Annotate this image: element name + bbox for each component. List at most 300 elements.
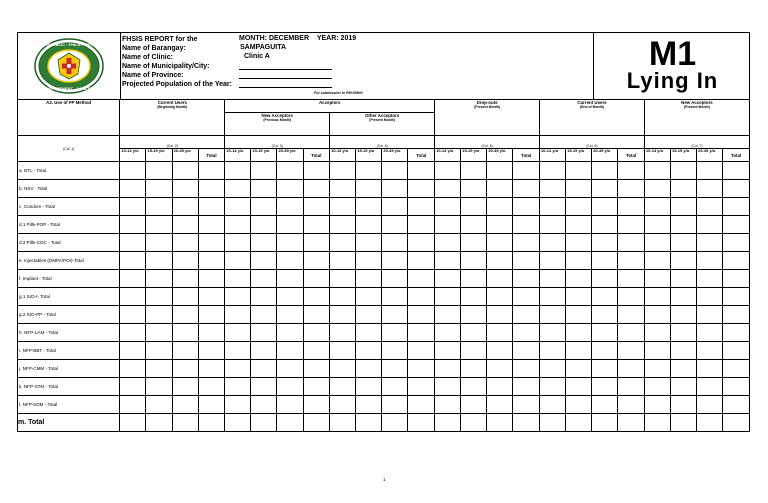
data-cell[interactable]: [356, 198, 382, 216]
data-cell[interactable]: [356, 216, 382, 234]
data-cell[interactable]: [671, 414, 697, 432]
data-cell[interactable]: [618, 342, 645, 360]
data-cell[interactable]: [592, 270, 618, 288]
data-cell[interactable]: [566, 198, 592, 216]
data-cell[interactable]: [540, 414, 566, 432]
data-cell[interactable]: [566, 306, 592, 324]
data-cell[interactable]: [225, 288, 251, 306]
data-cell[interactable]: [487, 342, 513, 360]
data-cell[interactable]: [330, 270, 356, 288]
data-cell[interactable]: [251, 342, 277, 360]
data-cell[interactable]: [592, 378, 618, 396]
data-cell[interactable]: [120, 180, 146, 198]
data-cell[interactable]: [566, 342, 592, 360]
data-cell[interactable]: [330, 360, 356, 378]
data-cell[interactable]: [356, 162, 382, 180]
data-cell[interactable]: [513, 414, 540, 432]
data-cell[interactable]: [671, 396, 697, 414]
data-cell[interactable]: [566, 288, 592, 306]
data-cell[interactable]: [697, 414, 723, 432]
data-cell[interactable]: [540, 180, 566, 198]
data-cell[interactable]: [172, 306, 198, 324]
data-cell[interactable]: [277, 252, 303, 270]
data-cell[interactable]: [356, 288, 382, 306]
data-cell[interactable]: [513, 180, 540, 198]
data-cell[interactable]: [356, 234, 382, 252]
data-cell[interactable]: [644, 306, 670, 324]
data-cell[interactable]: [644, 180, 670, 198]
data-cell[interactable]: [435, 360, 461, 378]
data-cell[interactable]: [277, 414, 303, 432]
data-cell[interactable]: [146, 234, 172, 252]
data-cell[interactable]: [513, 288, 540, 306]
data-cell[interactable]: [251, 324, 277, 342]
data-cell[interactable]: [408, 270, 435, 288]
data-cell[interactable]: [461, 396, 487, 414]
data-cell[interactable]: [408, 252, 435, 270]
data-cell[interactable]: [172, 396, 198, 414]
data-cell[interactable]: [435, 378, 461, 396]
data-cell[interactable]: [146, 306, 172, 324]
data-cell[interactable]: [540, 378, 566, 396]
data-cell[interactable]: [723, 306, 750, 324]
data-cell[interactable]: [172, 180, 198, 198]
data-cell[interactable]: [251, 288, 277, 306]
data-cell[interactable]: [330, 306, 356, 324]
data-cell[interactable]: [644, 234, 670, 252]
data-cell[interactable]: [225, 306, 251, 324]
data-cell[interactable]: [723, 198, 750, 216]
data-cell[interactable]: [461, 180, 487, 198]
data-cell[interactable]: [356, 342, 382, 360]
data-cell[interactable]: [644, 288, 670, 306]
data-cell[interactable]: [277, 342, 303, 360]
data-cell[interactable]: [461, 198, 487, 216]
data-cell[interactable]: [487, 252, 513, 270]
data-cell[interactable]: [198, 252, 225, 270]
data-cell[interactable]: [277, 288, 303, 306]
data-cell[interactable]: [225, 252, 251, 270]
data-cell[interactable]: [461, 306, 487, 324]
data-cell[interactable]: [723, 216, 750, 234]
data-cell[interactable]: [120, 252, 146, 270]
data-cell[interactable]: [697, 396, 723, 414]
data-cell[interactable]: [330, 252, 356, 270]
data-cell[interactable]: [592, 216, 618, 234]
data-cell[interactable]: [592, 414, 618, 432]
data-cell[interactable]: [330, 414, 356, 432]
data-cell[interactable]: [225, 162, 251, 180]
data-cell[interactable]: [120, 162, 146, 180]
data-cell[interactable]: [172, 162, 198, 180]
data-cell[interactable]: [513, 342, 540, 360]
data-cell[interactable]: [618, 324, 645, 342]
data-cell[interactable]: [251, 414, 277, 432]
data-cell[interactable]: [697, 234, 723, 252]
data-cell[interactable]: [513, 270, 540, 288]
data-cell[interactable]: [330, 396, 356, 414]
data-cell[interactable]: [382, 198, 408, 216]
data-cell[interactable]: [146, 414, 172, 432]
data-cell[interactable]: [487, 324, 513, 342]
data-cell[interactable]: [225, 198, 251, 216]
data-cell[interactable]: [356, 378, 382, 396]
data-cell[interactable]: [120, 324, 146, 342]
data-cell[interactable]: [540, 288, 566, 306]
data-cell[interactable]: [303, 234, 330, 252]
data-cell[interactable]: [618, 270, 645, 288]
data-cell[interactable]: [566, 270, 592, 288]
data-cell[interactable]: [120, 378, 146, 396]
data-cell[interactable]: [644, 162, 670, 180]
data-cell[interactable]: [303, 252, 330, 270]
data-cell[interactable]: [120, 342, 146, 360]
data-cell[interactable]: [487, 216, 513, 234]
data-cell[interactable]: [461, 414, 487, 432]
data-cell[interactable]: [198, 324, 225, 342]
data-cell[interactable]: [146, 288, 172, 306]
data-cell[interactable]: [172, 234, 198, 252]
data-cell[interactable]: [618, 414, 645, 432]
data-cell[interactable]: [487, 414, 513, 432]
data-cell[interactable]: [198, 360, 225, 378]
data-cell[interactable]: [408, 396, 435, 414]
data-cell[interactable]: [408, 198, 435, 216]
data-cell[interactable]: [356, 396, 382, 414]
data-cell[interactable]: [644, 378, 670, 396]
data-cell[interactable]: [225, 378, 251, 396]
data-cell[interactable]: [146, 180, 172, 198]
data-cell[interactable]: [487, 396, 513, 414]
data-cell[interactable]: [671, 342, 697, 360]
data-cell[interactable]: [120, 234, 146, 252]
data-cell[interactable]: [592, 252, 618, 270]
data-cell[interactable]: [198, 414, 225, 432]
data-cell[interactable]: [435, 234, 461, 252]
data-cell[interactable]: [146, 324, 172, 342]
data-cell[interactable]: [644, 342, 670, 360]
data-cell[interactable]: [592, 234, 618, 252]
data-cell[interactable]: [540, 396, 566, 414]
data-cell[interactable]: [225, 180, 251, 198]
data-cell[interactable]: [146, 396, 172, 414]
data-cell[interactable]: [277, 180, 303, 198]
data-cell[interactable]: [671, 252, 697, 270]
data-cell[interactable]: [172, 360, 198, 378]
data-cell[interactable]: [592, 306, 618, 324]
data-cell[interactable]: [251, 216, 277, 234]
data-cell[interactable]: [566, 360, 592, 378]
data-cell[interactable]: [435, 162, 461, 180]
data-cell[interactable]: [461, 252, 487, 270]
data-cell[interactable]: [618, 252, 645, 270]
data-cell[interactable]: [435, 324, 461, 342]
data-cell[interactable]: [540, 198, 566, 216]
data-cell[interactable]: [356, 252, 382, 270]
data-cell[interactable]: [408, 324, 435, 342]
data-cell[interactable]: [225, 234, 251, 252]
data-cell[interactable]: [277, 396, 303, 414]
data-cell[interactable]: [251, 306, 277, 324]
data-cell[interactable]: [408, 378, 435, 396]
data-cell[interactable]: [303, 324, 330, 342]
data-cell[interactable]: [671, 180, 697, 198]
data-cell[interactable]: [303, 396, 330, 414]
data-cell[interactable]: [487, 198, 513, 216]
data-cell[interactable]: [435, 342, 461, 360]
data-cell[interactable]: [198, 180, 225, 198]
data-cell[interactable]: [251, 270, 277, 288]
data-cell[interactable]: [671, 234, 697, 252]
data-cell[interactable]: [540, 324, 566, 342]
data-cell[interactable]: [592, 288, 618, 306]
data-cell[interactable]: [277, 306, 303, 324]
data-cell[interactable]: [408, 162, 435, 180]
data-cell[interactable]: [198, 270, 225, 288]
data-cell[interactable]: [723, 378, 750, 396]
data-cell[interactable]: [382, 216, 408, 234]
data-cell[interactable]: [146, 378, 172, 396]
data-cell[interactable]: [382, 180, 408, 198]
data-cell[interactable]: [172, 270, 198, 288]
data-cell[interactable]: [644, 324, 670, 342]
data-cell[interactable]: [618, 162, 645, 180]
data-cell[interactable]: [540, 360, 566, 378]
data-cell[interactable]: [671, 216, 697, 234]
data-cell[interactable]: [146, 342, 172, 360]
data-cell[interactable]: [487, 378, 513, 396]
data-cell[interactable]: [408, 216, 435, 234]
data-cell[interactable]: [356, 360, 382, 378]
data-cell[interactable]: [408, 288, 435, 306]
data-cell[interactable]: [251, 180, 277, 198]
data-cell[interactable]: [251, 162, 277, 180]
data-cell[interactable]: [461, 216, 487, 234]
data-cell[interactable]: [251, 360, 277, 378]
data-cell[interactable]: [566, 216, 592, 234]
data-cell[interactable]: [671, 378, 697, 396]
data-cell[interactable]: [487, 360, 513, 378]
data-cell[interactable]: [172, 414, 198, 432]
data-cell[interactable]: [172, 342, 198, 360]
data-cell[interactable]: [592, 198, 618, 216]
data-cell[interactable]: [461, 270, 487, 288]
data-cell[interactable]: [487, 234, 513, 252]
data-cell[interactable]: [277, 324, 303, 342]
data-cell[interactable]: [120, 414, 146, 432]
data-cell[interactable]: [198, 306, 225, 324]
data-cell[interactable]: [303, 306, 330, 324]
data-cell[interactable]: [382, 234, 408, 252]
data-cell[interactable]: [277, 162, 303, 180]
data-cell[interactable]: [172, 198, 198, 216]
data-cell[interactable]: [303, 378, 330, 396]
data-cell[interactable]: [225, 414, 251, 432]
data-cell[interactable]: [303, 198, 330, 216]
data-cell[interactable]: [513, 252, 540, 270]
data-cell[interactable]: [277, 360, 303, 378]
data-cell[interactable]: [671, 288, 697, 306]
data-cell[interactable]: [697, 288, 723, 306]
data-cell[interactable]: [146, 162, 172, 180]
data-cell[interactable]: [592, 162, 618, 180]
data-cell[interactable]: [225, 270, 251, 288]
data-cell[interactable]: [120, 216, 146, 234]
data-cell[interactable]: [566, 252, 592, 270]
data-cell[interactable]: [697, 378, 723, 396]
data-cell[interactable]: [461, 360, 487, 378]
data-cell[interactable]: [671, 360, 697, 378]
data-cell[interactable]: [330, 342, 356, 360]
data-cell[interactable]: [723, 252, 750, 270]
data-cell[interactable]: [277, 216, 303, 234]
data-cell[interactable]: [644, 414, 670, 432]
data-cell[interactable]: [146, 360, 172, 378]
data-cell[interactable]: [251, 396, 277, 414]
data-cell[interactable]: [566, 378, 592, 396]
data-cell[interactable]: [618, 180, 645, 198]
data-cell[interactable]: [198, 396, 225, 414]
data-cell[interactable]: [540, 216, 566, 234]
data-cell[interactable]: [592, 324, 618, 342]
data-cell[interactable]: [146, 252, 172, 270]
data-cell[interactable]: [277, 198, 303, 216]
data-cell[interactable]: [487, 306, 513, 324]
data-cell[interactable]: [120, 198, 146, 216]
data-cell[interactable]: [435, 414, 461, 432]
data-cell[interactable]: [435, 270, 461, 288]
data-cell[interactable]: [644, 252, 670, 270]
data-cell[interactable]: [566, 162, 592, 180]
data-cell[interactable]: [540, 234, 566, 252]
data-cell[interactable]: [618, 396, 645, 414]
data-cell[interactable]: [330, 324, 356, 342]
data-cell[interactable]: [382, 288, 408, 306]
data-cell[interactable]: [408, 342, 435, 360]
data-cell[interactable]: [513, 216, 540, 234]
data-cell[interactable]: [461, 324, 487, 342]
data-cell[interactable]: [382, 342, 408, 360]
data-cell[interactable]: [225, 342, 251, 360]
data-cell[interactable]: [198, 162, 225, 180]
data-cell[interactable]: [566, 396, 592, 414]
data-cell[interactable]: [382, 360, 408, 378]
data-cell[interactable]: [618, 360, 645, 378]
data-cell[interactable]: [408, 360, 435, 378]
data-cell[interactable]: [225, 324, 251, 342]
data-cell[interactable]: [408, 414, 435, 432]
data-cell[interactable]: [146, 198, 172, 216]
data-cell[interactable]: [566, 234, 592, 252]
data-cell[interactable]: [198, 378, 225, 396]
data-cell[interactable]: [251, 198, 277, 216]
data-cell[interactable]: [198, 216, 225, 234]
data-cell[interactable]: [644, 396, 670, 414]
data-cell[interactable]: [146, 270, 172, 288]
data-cell[interactable]: [382, 378, 408, 396]
data-cell[interactable]: [303, 180, 330, 198]
data-cell[interactable]: [592, 360, 618, 378]
data-cell[interactable]: [461, 162, 487, 180]
data-cell[interactable]: [487, 180, 513, 198]
data-cell[interactable]: [330, 288, 356, 306]
data-cell[interactable]: [330, 216, 356, 234]
data-cell[interactable]: [697, 216, 723, 234]
data-cell[interactable]: [644, 270, 670, 288]
data-cell[interactable]: [697, 180, 723, 198]
data-cell[interactable]: [435, 396, 461, 414]
data-cell[interactable]: [644, 360, 670, 378]
data-cell[interactable]: [356, 270, 382, 288]
data-cell[interactable]: [723, 360, 750, 378]
data-cell[interactable]: [697, 162, 723, 180]
data-cell[interactable]: [540, 270, 566, 288]
data-cell[interactable]: [435, 216, 461, 234]
data-cell[interactable]: [435, 252, 461, 270]
data-cell[interactable]: [382, 414, 408, 432]
data-cell[interactable]: [697, 360, 723, 378]
data-cell[interactable]: [618, 234, 645, 252]
data-cell[interactable]: [146, 216, 172, 234]
data-cell[interactable]: [198, 342, 225, 360]
data-cell[interactable]: [330, 180, 356, 198]
data-cell[interactable]: [513, 306, 540, 324]
data-cell[interactable]: [251, 252, 277, 270]
data-cell[interactable]: [120, 360, 146, 378]
data-cell[interactable]: [172, 378, 198, 396]
data-cell[interactable]: [461, 288, 487, 306]
data-cell[interactable]: [303, 360, 330, 378]
data-cell[interactable]: [513, 396, 540, 414]
data-cell[interactable]: [487, 288, 513, 306]
data-cell[interactable]: [277, 234, 303, 252]
data-cell[interactable]: [382, 270, 408, 288]
data-cell[interactable]: [723, 324, 750, 342]
data-cell[interactable]: [671, 270, 697, 288]
data-cell[interactable]: [697, 342, 723, 360]
data-cell[interactable]: [723, 396, 750, 414]
data-cell[interactable]: [618, 306, 645, 324]
data-cell[interactable]: [277, 378, 303, 396]
data-cell[interactable]: [198, 198, 225, 216]
data-cell[interactable]: [303, 288, 330, 306]
data-cell[interactable]: [172, 288, 198, 306]
data-cell[interactable]: [225, 360, 251, 378]
data-cell[interactable]: [592, 342, 618, 360]
data-cell[interactable]: [251, 234, 277, 252]
data-cell[interactable]: [513, 324, 540, 342]
data-cell[interactable]: [566, 180, 592, 198]
data-cell[interactable]: [172, 324, 198, 342]
data-cell[interactable]: [330, 234, 356, 252]
data-cell[interactable]: [513, 378, 540, 396]
data-cell[interactable]: [356, 180, 382, 198]
data-cell[interactable]: [461, 234, 487, 252]
data-cell[interactable]: [566, 414, 592, 432]
data-cell[interactable]: [723, 288, 750, 306]
data-cell[interactable]: [435, 306, 461, 324]
data-cell[interactable]: [697, 252, 723, 270]
data-cell[interactable]: [671, 198, 697, 216]
data-cell[interactable]: [303, 270, 330, 288]
data-cell[interactable]: [408, 234, 435, 252]
data-cell[interactable]: [356, 324, 382, 342]
data-cell[interactable]: [540, 162, 566, 180]
data-cell[interactable]: [382, 252, 408, 270]
data-cell[interactable]: [435, 198, 461, 216]
data-cell[interactable]: [435, 180, 461, 198]
data-cell[interactable]: [697, 270, 723, 288]
